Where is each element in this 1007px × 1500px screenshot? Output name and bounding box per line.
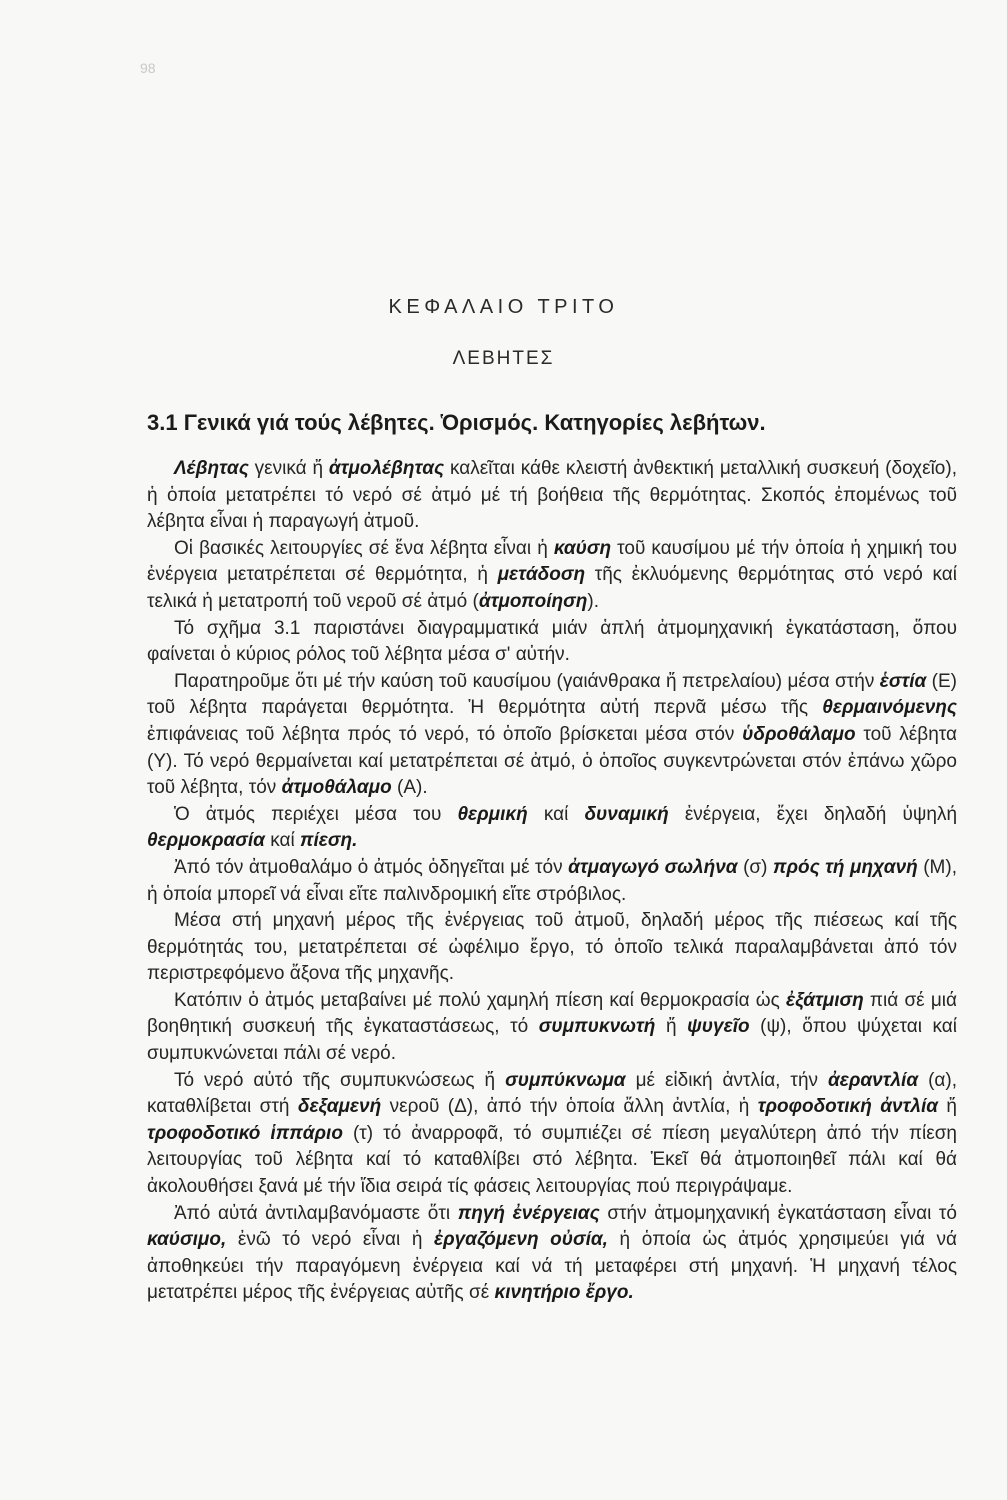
text-run: μέ εἰδική ἀντλία, τήν [625, 1069, 828, 1091]
emphasis-term: τροφοδοτικό ἱππάριο [147, 1122, 343, 1144]
emphasis-term: ἀτμολέβητας [328, 458, 445, 479]
emphasis-term: μετάδοση [497, 564, 586, 586]
body-text [147, 456, 957, 1307]
section-heading: 3.1 Γενικά γιά τούς λέβητες. Ὁρισμός. Κατηγορίες λεβήτων. [147, 410, 766, 435]
text-run: Ἀπό τόν ἀτμοθαλάμο ὁ ἀτμός ὁδηγεῖται μέ τόν [174, 856, 569, 878]
text-run: (Ε) τοῦ λέβητα παράγεται θερμότητα. Ἡ θερμότητα αὐτή περνᾶ μέσω τῆς [147, 670, 957, 719]
text-run: (Μ), ἡ ὁποία μπορεῖ νά εἶναι εἴτε παλινδρομική εἴτε στρόβιλος. [147, 856, 957, 905]
text-run: τοῦ καυσίμου μέ τήν ὁποία ἡ χημική του ἐνέργεια μετατρέπεται σέ θερμότητα, ἡ [147, 537, 958, 586]
paragraph [147, 669, 957, 802]
emphasis-term: πηγή ἐνέργειας [457, 1202, 600, 1224]
emphasis-term: κινητήριο ἔργο. [494, 1282, 634, 1304]
page-number: 98 [140, 60, 156, 76]
text-run: τῆς ἐκλυόμενης θερμότητας στό νερό καί τελικά ἡ μετατροπή τοῦ νεροῦ σέ ἀτμό ( [147, 564, 957, 612]
emphasis-term: τροφοδοτική ἀντλία [757, 1096, 939, 1118]
chapter-heading: ΚΕΦΑΛΑΙΟ ΤΡΙΤΟ [388, 296, 619, 318]
text-run: καλεῖται κάθε κλειστή ἀνθεκτική μεταλλική συσκευή (δοχεῖο), ἡ ὁποία μετατρέπει τό νερό σέ ἀτμό μέ τή βοήθεια τῆς θερμότητας. Σκοπός ἐπομένως τοῦ λέβητα εἶναι ἡ παραγωγή ἀτμοῦ. [147, 458, 957, 533]
emphasis-term: ἐξάτμιση [785, 989, 864, 1011]
paragraph [147, 616, 957, 669]
text-run: Μέσα στή μηχανή μέρος τῆς ἐνέργειας τοῦ ἀτμοῦ, δηλαδή μέρος τῆς πιέσεως καί τῆς θερμότητάς του, μετατρέπεται σέ ὠφέλιμο ἔργο, τό ὁποῖο τελικά παραλαμβάνεται ἀπό τόν περιστρεφόμενο ἄξονα τῆς μηχανῆς. [147, 910, 957, 985]
emphasis-term: συμπύκνωμα [505, 1069, 626, 1091]
emphasis-term: ἀτμοποίηση [478, 590, 588, 612]
text-run: (Α). [391, 777, 428, 799]
emphasis-term: πίεση. [300, 830, 358, 852]
text-run: (σ) [737, 856, 773, 878]
emphasis-term: καύση [553, 537, 612, 559]
emphasis-term: θερμαινόμενης [822, 697, 957, 719]
emphasis-term: ἐργαζόμενη οὐσία, [434, 1229, 608, 1251]
text-run: ἐπιφάνειας τοῦ λέβητα πρός τό νερό, τό ὁποῖο βρίσκεται μέσα στόν [147, 723, 743, 745]
text-run: (τ) τό ἀναρροφᾶ, τό συμπιέζει σέ πίεση μεγαλύτερη ἀπό τήν πίεση λειτουργίας τοῦ λέβητα καί τό καταθλίβει στό λέβητα. Ἐκεῖ θά ἀτμοποιηθεῖ πάλι καί θά ἀκολουθήσει ξανά μέ τήν ἴδια σειρά τίς φάσεις λειτουργίας πού περιγράψαμε. [147, 1122, 957, 1198]
emphasis-term: ἀτμαγωγό σωλήνα [568, 856, 738, 878]
text-run: Ἀπό αὐτά ἀντιλαμβανόμαστε ὅτι [174, 1202, 458, 1224]
text-run: Τό σχῆμα 3.1 παριστάνει διαγραμματικά μιάν ἁπλή ἀτμομηχανική ἐγκατάσταση, ὅπου φαίνεται ὁ κύριος ρόλος τοῦ λέβητα μέσα σ' αὐτήν. [147, 617, 957, 666]
text-run: γενικά ἤ [248, 458, 329, 479]
text-run: Τό νερό αὐτό τῆς συμπυκνώσεως ἤ [174, 1069, 506, 1091]
text-run: Οἱ βασικές λειτουργίες σέ ἕνα λέβητα εἶναι ἡ [174, 537, 554, 559]
text-run: ἤ [938, 1096, 957, 1118]
emphasis-term: ἀεραντλία [827, 1069, 919, 1091]
paragraph [147, 536, 957, 616]
text-run: τοῦ λέβητα (Υ). Τό νερό θερμαίνεται καί μετατρέπεται σέ ἀτμό, ὁ ὁποῖος συγκεντρώνεται στόν ἐπάνω χῶρο τοῦ λέβητα, τόν [147, 723, 957, 799]
text-run: ἤ [655, 1016, 688, 1038]
emphasis-term: δεξαμενή [297, 1096, 382, 1118]
text-run: ἡ ὁποία ὡς ἀτμός χρησιμεύει γιά νά ἀποθηκεύει τήν παραγόμενη ἐνέργεια καί νά τή μεταφέρει στή μηχανή. Ἡ μηχανή τέλος μετατρέπει μέρος τῆς ἐνέργειας αὐτῆς σέ [147, 1229, 957, 1304]
emphasis-term: θερμική [457, 803, 528, 825]
emphasis-term: δυναμική [584, 803, 669, 825]
text-run: νεροῦ (Δ), ἀπό τήν ὁποία ἄλλη ἀντλία, ἡ [381, 1096, 758, 1118]
text-run: Παρατηροῦμε ὅτι μέ τήν καύση τοῦ καυσίμου (γαιάνθρακα ἤ πετρελαίου) μέσα στήν [174, 670, 880, 692]
emphasis-term: Λέβητας [174, 458, 249, 479]
emphasis-term: πρός τή μηχανή [772, 856, 918, 878]
text-run: καί [264, 830, 300, 852]
emphasis-term: ψυγεῖο [687, 1016, 750, 1038]
chapter-title: ΛΕΒΗΤΕΣ [452, 348, 555, 369]
paragraph [147, 802, 957, 855]
text-run: ἐνέργεια, ἔχει δηλαδή ὑψηλή [668, 803, 958, 825]
paragraph [147, 456, 957, 536]
paragraph [147, 1201, 957, 1307]
text-run: καί [527, 803, 585, 825]
text-run: ). [587, 590, 599, 612]
emphasis-term: συμπυκνωτή [538, 1016, 656, 1038]
text-run: στήν ἀτμομηχανική ἐγκατάσταση εἶναι τό [599, 1202, 957, 1224]
text-run: Κατόπιν ὁ ἀτμός μεταβαίνει μέ πολύ χαμηλή πίεση καί θερμοκρασία ὡς [174, 989, 786, 1011]
paragraph [147, 855, 957, 908]
emphasis-term: ἀτμοθάλαμο [281, 777, 392, 799]
text-run: ἐνῶ τό νερό εἶναι ἡ [226, 1229, 435, 1251]
emphasis-term: καύσιμο, [147, 1229, 227, 1251]
text-run: πιά σέ μιά βοηθητική συσκευή τῆς ἐγκαταστάσεως, τό [147, 989, 957, 1038]
text-run: Ὁ ἀτμός περιέχει μέσα του [174, 803, 458, 825]
emphasis-term: ὑδροθάλαμο [742, 723, 856, 745]
paragraph [147, 1068, 957, 1201]
paragraph [147, 988, 957, 1068]
emphasis-term: ἑστία [879, 670, 927, 692]
emphasis-term: θερμοκρασία [147, 830, 265, 852]
text-run: (ψ), ὅπου ψύχεται καί συμπυκνώνεται πάλι σέ νερό. [147, 1016, 957, 1065]
paragraph [147, 908, 957, 988]
text-run: (α), καταθλίβεται στή [147, 1069, 957, 1118]
